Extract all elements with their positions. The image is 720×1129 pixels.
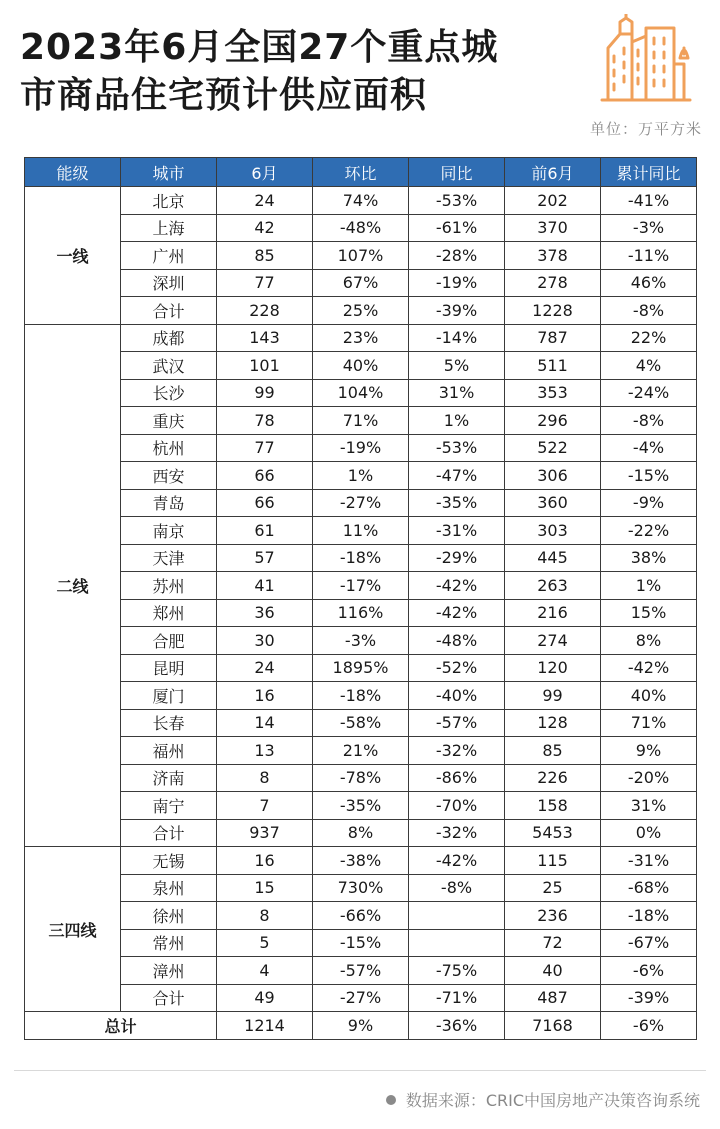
cell-june: 57 bbox=[217, 544, 313, 572]
source-note bbox=[386, 1088, 700, 1111]
cell-mom: -48% bbox=[313, 214, 409, 242]
cell-yoy: -57% bbox=[409, 709, 505, 737]
cell-city: 上海 bbox=[121, 214, 217, 242]
table-row bbox=[25, 682, 697, 710]
cell-h1: 202 bbox=[505, 187, 601, 215]
cell-cumulative-yoy: -20% bbox=[601, 764, 697, 792]
cell-city: 南京 bbox=[121, 517, 217, 545]
cell-cumulative-yoy: -39% bbox=[601, 984, 697, 1012]
cell-city: 西安 bbox=[121, 462, 217, 490]
cell-cumulative-yoy: 4% bbox=[601, 352, 697, 380]
cell-cumulative-yoy: -8% bbox=[601, 407, 697, 435]
cell-mom: 104% bbox=[313, 379, 409, 407]
table-row bbox=[25, 214, 697, 242]
cell-h1: 787 bbox=[505, 324, 601, 352]
cell-city: 成都 bbox=[121, 324, 217, 352]
cell-cumulative-yoy: 38% bbox=[601, 544, 697, 572]
table-row bbox=[25, 599, 697, 627]
cell-mom: 116% bbox=[313, 599, 409, 627]
cell-mom: 21% bbox=[313, 737, 409, 765]
source-text: 数据来源：CRIC中国房地产决策咨询系统 bbox=[405, 1091, 700, 1110]
page-title bbox=[20, 24, 600, 120]
cell-mom: -19% bbox=[313, 434, 409, 462]
cell-city: 天津 bbox=[121, 544, 217, 572]
cell-mom: 74% bbox=[313, 187, 409, 215]
cell-june: 41 bbox=[217, 572, 313, 600]
cell-h1: 278 bbox=[505, 269, 601, 297]
cell-mom: 11% bbox=[313, 517, 409, 545]
cell-mom: 730% bbox=[313, 874, 409, 902]
cell-mom: -66% bbox=[313, 902, 409, 930]
cell-h1: 236 bbox=[505, 902, 601, 930]
cell-city: 广州 bbox=[121, 242, 217, 270]
divider bbox=[14, 1070, 706, 1071]
cell-h1: 216 bbox=[505, 599, 601, 627]
cell-mom: 40% bbox=[313, 352, 409, 380]
cell-yoy: -42% bbox=[409, 599, 505, 627]
cell-city: 济南 bbox=[121, 764, 217, 792]
tier-label: 二线 bbox=[25, 324, 121, 847]
cell-yoy: -86% bbox=[409, 764, 505, 792]
cell-yoy: -48% bbox=[409, 627, 505, 655]
cell-cumulative-yoy: 0% bbox=[601, 819, 697, 847]
total-cell-mom: 9% bbox=[313, 1012, 409, 1040]
total-cell-h1: 7168 bbox=[505, 1012, 601, 1040]
cell-cumulative-yoy: 31% bbox=[601, 792, 697, 820]
cell-june: 85 bbox=[217, 242, 313, 270]
header-tier: 能级 bbox=[25, 158, 121, 187]
cell-city: 杭州 bbox=[121, 434, 217, 462]
cell-h1: 296 bbox=[505, 407, 601, 435]
cell-city: 昆明 bbox=[121, 654, 217, 682]
cell-june: 228 bbox=[217, 297, 313, 325]
table-row bbox=[25, 709, 697, 737]
cell-yoy: -71% bbox=[409, 984, 505, 1012]
table-row bbox=[25, 379, 697, 407]
cell-h1: 1228 bbox=[505, 297, 601, 325]
cell-h1: 85 bbox=[505, 737, 601, 765]
cell-yoy: -32% bbox=[409, 819, 505, 847]
cell-yoy: -14% bbox=[409, 324, 505, 352]
cell-mom: -3% bbox=[313, 627, 409, 655]
table-row bbox=[25, 242, 697, 270]
tier-label: 三四线 bbox=[25, 847, 121, 1012]
cell-cumulative-yoy: -4% bbox=[601, 434, 697, 462]
cell-city: 合肥 bbox=[121, 627, 217, 655]
cell-june: 7 bbox=[217, 792, 313, 820]
cell-mom: -78% bbox=[313, 764, 409, 792]
cell-cumulative-yoy: -8% bbox=[601, 297, 697, 325]
cell-mom: -18% bbox=[313, 682, 409, 710]
cell-h1: 5453 bbox=[505, 819, 601, 847]
cell-cumulative-yoy: -3% bbox=[601, 214, 697, 242]
cell-cumulative-yoy: -6% bbox=[601, 957, 697, 985]
cell-h1: 120 bbox=[505, 654, 601, 682]
total-row bbox=[25, 1012, 697, 1040]
cell-june: 15 bbox=[217, 874, 313, 902]
cell-mom: 71% bbox=[313, 407, 409, 435]
cell-june: 24 bbox=[217, 187, 313, 215]
cell-yoy: -35% bbox=[409, 489, 505, 517]
cell-city: 重庆 bbox=[121, 407, 217, 435]
cell-yoy: 1% bbox=[409, 407, 505, 435]
cell-city: 深圳 bbox=[121, 269, 217, 297]
unit-label: 单位：万平方米 bbox=[589, 120, 702, 138]
cell-h1: 99 bbox=[505, 682, 601, 710]
cell-june: 78 bbox=[217, 407, 313, 435]
cell-yoy: -39% bbox=[409, 297, 505, 325]
table-row bbox=[25, 929, 697, 957]
cell-yoy: -53% bbox=[409, 187, 505, 215]
cell-cumulative-yoy: -31% bbox=[601, 847, 697, 875]
table-row bbox=[25, 544, 697, 572]
cell-yoy bbox=[409, 929, 505, 957]
cell-city: 合计 bbox=[121, 984, 217, 1012]
table-row bbox=[25, 517, 697, 545]
title-line-2: 市商品住宅预计供应面积 bbox=[20, 75, 428, 116]
cell-h1: 306 bbox=[505, 462, 601, 490]
tier-label: 一线 bbox=[25, 187, 121, 325]
cell-mom: 8% bbox=[313, 819, 409, 847]
table-body bbox=[25, 187, 697, 1040]
cell-yoy: -8% bbox=[409, 874, 505, 902]
cell-cumulative-yoy: 8% bbox=[601, 627, 697, 655]
cell-h1: 158 bbox=[505, 792, 601, 820]
cell-mom: -18% bbox=[313, 544, 409, 572]
header-mom: 环比 bbox=[313, 158, 409, 187]
cell-june: 4 bbox=[217, 957, 313, 985]
table-row bbox=[25, 984, 697, 1012]
cell-cumulative-yoy: -22% bbox=[601, 517, 697, 545]
cell-yoy: -32% bbox=[409, 737, 505, 765]
cell-mom: 67% bbox=[313, 269, 409, 297]
cell-h1: 511 bbox=[505, 352, 601, 380]
table-row bbox=[25, 737, 697, 765]
cell-city: 北京 bbox=[121, 187, 217, 215]
cell-h1: 303 bbox=[505, 517, 601, 545]
cell-city: 合计 bbox=[121, 297, 217, 325]
table-header-row bbox=[25, 158, 697, 187]
cell-yoy: -47% bbox=[409, 462, 505, 490]
cell-june: 24 bbox=[217, 654, 313, 682]
cell-city: 郑州 bbox=[121, 599, 217, 627]
cell-city: 徐州 bbox=[121, 902, 217, 930]
cell-mom: -57% bbox=[313, 957, 409, 985]
buildings-icon bbox=[600, 14, 692, 106]
cell-city: 泉州 bbox=[121, 874, 217, 902]
table-row bbox=[25, 902, 697, 930]
cell-june: 101 bbox=[217, 352, 313, 380]
cell-cumulative-yoy: -67% bbox=[601, 929, 697, 957]
cell-h1: 487 bbox=[505, 984, 601, 1012]
cell-city: 常州 bbox=[121, 929, 217, 957]
cell-cumulative-yoy: 71% bbox=[601, 709, 697, 737]
cell-mom: -58% bbox=[313, 709, 409, 737]
cell-cumulative-yoy: 40% bbox=[601, 682, 697, 710]
table-row bbox=[25, 297, 697, 325]
cell-mom: 23% bbox=[313, 324, 409, 352]
cell-h1: 226 bbox=[505, 764, 601, 792]
cell-june: 937 bbox=[217, 819, 313, 847]
dot-icon bbox=[386, 1095, 396, 1105]
cell-yoy: -61% bbox=[409, 214, 505, 242]
table-row bbox=[25, 654, 697, 682]
cell-june: 66 bbox=[217, 489, 313, 517]
cell-city: 福州 bbox=[121, 737, 217, 765]
cell-june: 77 bbox=[217, 269, 313, 297]
cell-yoy: -53% bbox=[409, 434, 505, 462]
cell-h1: 72 bbox=[505, 929, 601, 957]
cell-h1: 522 bbox=[505, 434, 601, 462]
cell-june: 8 bbox=[217, 764, 313, 792]
table-row bbox=[25, 187, 697, 215]
table-row bbox=[25, 819, 697, 847]
cell-mom: 107% bbox=[313, 242, 409, 270]
cell-city: 武汉 bbox=[121, 352, 217, 380]
supply-table bbox=[24, 157, 697, 1040]
cell-h1: 353 bbox=[505, 379, 601, 407]
total-cell-june: 1214 bbox=[217, 1012, 313, 1040]
cell-cumulative-yoy: -24% bbox=[601, 379, 697, 407]
table-row bbox=[25, 352, 697, 380]
cell-june: 42 bbox=[217, 214, 313, 242]
cell-city: 长春 bbox=[121, 709, 217, 737]
table-row bbox=[25, 269, 697, 297]
cell-mom: -17% bbox=[313, 572, 409, 600]
cell-mom: 1% bbox=[313, 462, 409, 490]
cell-yoy: -42% bbox=[409, 847, 505, 875]
cell-city: 长沙 bbox=[121, 379, 217, 407]
cell-h1: 378 bbox=[505, 242, 601, 270]
cell-mom: 1895% bbox=[313, 654, 409, 682]
cell-city: 苏州 bbox=[121, 572, 217, 600]
cell-mom: -38% bbox=[313, 847, 409, 875]
cell-mom: -27% bbox=[313, 489, 409, 517]
cell-yoy: -19% bbox=[409, 269, 505, 297]
cell-june: 77 bbox=[217, 434, 313, 462]
cell-cumulative-yoy: -68% bbox=[601, 874, 697, 902]
cell-yoy: -31% bbox=[409, 517, 505, 545]
cell-yoy: -42% bbox=[409, 572, 505, 600]
table-row bbox=[25, 434, 697, 462]
cell-h1: 40 bbox=[505, 957, 601, 985]
cell-june: 16 bbox=[217, 682, 313, 710]
cell-h1: 445 bbox=[505, 544, 601, 572]
cell-h1: 274 bbox=[505, 627, 601, 655]
cell-yoy: -40% bbox=[409, 682, 505, 710]
title-line-1: 2023年6月全国27个重点城 bbox=[20, 27, 499, 68]
header-city: 城市 bbox=[121, 158, 217, 187]
cell-city: 青岛 bbox=[121, 489, 217, 517]
cell-cumulative-yoy: -42% bbox=[601, 654, 697, 682]
cell-cumulative-yoy: 15% bbox=[601, 599, 697, 627]
table-row bbox=[25, 847, 697, 875]
header-h1: 前6月 bbox=[505, 158, 601, 187]
cell-june: 13 bbox=[217, 737, 313, 765]
cell-cumulative-yoy: -15% bbox=[601, 462, 697, 490]
cell-cumulative-yoy: 9% bbox=[601, 737, 697, 765]
cell-yoy: -52% bbox=[409, 654, 505, 682]
table-row bbox=[25, 489, 697, 517]
cell-city: 厦门 bbox=[121, 682, 217, 710]
total-label: 总计 bbox=[25, 1012, 217, 1040]
cell-cumulative-yoy: -9% bbox=[601, 489, 697, 517]
table-row bbox=[25, 572, 697, 600]
table-row bbox=[25, 324, 697, 352]
table-row bbox=[25, 764, 697, 792]
cell-june: 66 bbox=[217, 462, 313, 490]
cell-mom: -15% bbox=[313, 929, 409, 957]
cell-june: 5 bbox=[217, 929, 313, 957]
total-cell-cumulative-yoy: -6% bbox=[601, 1012, 697, 1040]
cell-cumulative-yoy: -41% bbox=[601, 187, 697, 215]
cell-june: 30 bbox=[217, 627, 313, 655]
cell-yoy: -29% bbox=[409, 544, 505, 572]
cell-june: 99 bbox=[217, 379, 313, 407]
cell-june: 14 bbox=[217, 709, 313, 737]
cell-yoy: -75% bbox=[409, 957, 505, 985]
cell-city: 漳州 bbox=[121, 957, 217, 985]
cell-h1: 360 bbox=[505, 489, 601, 517]
cell-june: 143 bbox=[217, 324, 313, 352]
cell-june: 8 bbox=[217, 902, 313, 930]
table-row bbox=[25, 874, 697, 902]
header-june: 6月 bbox=[217, 158, 313, 187]
table-row bbox=[25, 462, 697, 490]
header-yoy: 同比 bbox=[409, 158, 505, 187]
cell-h1: 370 bbox=[505, 214, 601, 242]
cell-h1: 115 bbox=[505, 847, 601, 875]
cell-june: 16 bbox=[217, 847, 313, 875]
total-cell-yoy: -36% bbox=[409, 1012, 505, 1040]
cell-city: 合计 bbox=[121, 819, 217, 847]
cell-yoy: 5% bbox=[409, 352, 505, 380]
cell-cumulative-yoy: -18% bbox=[601, 902, 697, 930]
table-row bbox=[25, 627, 697, 655]
header-cumulative-yoy: 累计同比 bbox=[601, 158, 697, 187]
cell-h1: 25 bbox=[505, 874, 601, 902]
cell-june: 36 bbox=[217, 599, 313, 627]
cell-cumulative-yoy: 1% bbox=[601, 572, 697, 600]
cell-yoy: 31% bbox=[409, 379, 505, 407]
cell-yoy: -28% bbox=[409, 242, 505, 270]
table-row bbox=[25, 957, 697, 985]
cell-mom: -27% bbox=[313, 984, 409, 1012]
cell-yoy: -70% bbox=[409, 792, 505, 820]
table-row bbox=[25, 792, 697, 820]
cell-cumulative-yoy: -11% bbox=[601, 242, 697, 270]
cell-june: 61 bbox=[217, 517, 313, 545]
cell-yoy bbox=[409, 902, 505, 930]
cell-city: 无锡 bbox=[121, 847, 217, 875]
cell-cumulative-yoy: 22% bbox=[601, 324, 697, 352]
cell-mom: 25% bbox=[313, 297, 409, 325]
cell-h1: 263 bbox=[505, 572, 601, 600]
cell-cumulative-yoy: 46% bbox=[601, 269, 697, 297]
cell-city: 南宁 bbox=[121, 792, 217, 820]
cell-mom: -35% bbox=[313, 792, 409, 820]
table-row bbox=[25, 407, 697, 435]
cell-h1: 128 bbox=[505, 709, 601, 737]
cell-june: 49 bbox=[217, 984, 313, 1012]
